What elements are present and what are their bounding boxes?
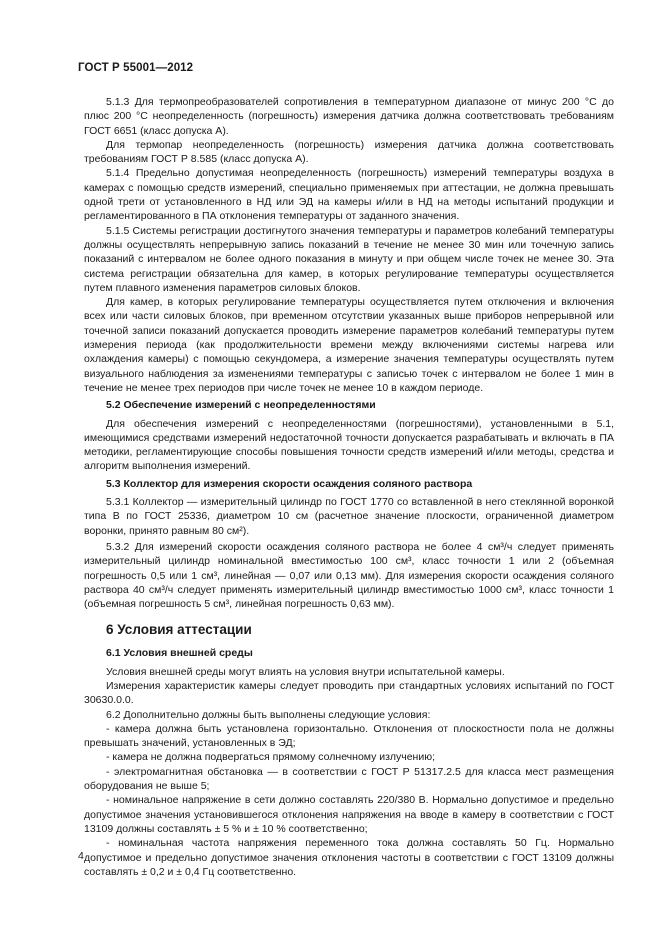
paragraph-5-2: Для обеспечения измерений с неопределенностями (погрешностями), установленными в 5.1, имеющимися средствами измерений недостаточной точности допускается разрабатывать и включать в ПА методики, регламентирующие способы повышения точности средств измерений и/или методы, средства и алгоритм выполнения измерений. [84,417,614,473]
paragraph-6-1-b: Измерения характеристик камеры следует проводить при стандартных условиях испытаний по ГОСТ 30630.0.0. [84,679,614,707]
paragraph-5-1-5: 5.1.5 Системы регистрации достигнутого значения температуры и параметров колебаний температуры должны осуществлять непрерывную запись показаний в течение не менее 30 мин или точечную запись показаний с интервалом не более одного показания в минуту и при общем числе точек не менее 30. Эта система регистрации обязательна для камер, в которых регулирование температуры осуществляется путем плавного изменения параметров силовых блоков. [84,224,614,294]
document-body [84,95,614,879]
page-number: 4 [78,850,84,862]
paragraph-5-3-1: 5.3.1 Коллектор — измерительный цилиндр по ГОСТ 1770 со вставленной в него стеклянной воронкой типа В по ГОСТ 25336, диаметром 10 см (расчетное значение плоскости, ограниченной диаметром воронки, принято равным 80 см²). [84,496,614,537]
section-heading-6: 6 Условия аттестации [106,622,252,638]
list-item-sunlight: - камера не должна подвергаться прямому солнечному излучению; [106,751,435,764]
list-item-voltage: - номинальное напряжение в сети должно составлять 220/380 В. Нормально допустимое и предельно допустимое значения установившегося отклонения напряжения на вводе в камеру в соответствии с ГОСТ 13109 должны составлять ± 5 % и ± 10 % соответственно; [84,794,614,835]
list-item-emc: - электромагнитная обстановка — в соответствии с ГОСТ Р 51317.2.5 для класса мест размещения оборудования не выше 5; [84,765,614,793]
list-item-horizontal: - камера должна быть установлена горизонтально. Отклонения от плоскостности пола не должны превышать значений, установленных в ЭД; [84,722,614,750]
heading-6-1: 6.1 Условия внешней среды [106,647,253,660]
paragraph-5-1-4: 5.1.4 Предельно допустимая неопределенность (погрешность) измерений температуры воздуха в камерах с помощью средств измерений, специально применяемых при аттестации, не должна превышать одной трети от установленного в НД или ЭД на камеры и/или в НД на методы испытаний продукции и регламентированного в ПА отклонения температуры от заданного значения. [84,167,614,223]
list-item-frequency: - номинальная частота напряжения переменного тока должна составлять 50 Гц. Нормально допустимое и предельно допустимое значения отклонения частоты в соответствии с ГОСТ 13109 должны составлять ± 0,2 и ± 0,4 Гц соответственно. [84,837,614,878]
paragraph-6-1-a: Условия внешней среды могут влиять на условия внутри испытательной камеры. [106,665,505,678]
paragraph-5-1-3: 5.1.3 Для термопреобразователей сопротивления в температурном диапазоне от минус 200 °С до плюс 200 °С неопределенность (погрешность) измерения датчика должна соответствовать требованиям ГОСТ 6651 (класс допуска А). [84,96,614,137]
heading-5-2: 5.2 Обеспечение измерений с неопределенностями [106,399,376,412]
heading-5-3: 5.3 Коллектор для измерения скорости осаждения соляного раствора [106,477,473,490]
paragraph-5-1-5-cont: Для камер, в которых регулирование температуры осуществляется путем отключения и включения всех или части силовых блоков, при временном отсутствии указанных выше приборов непрерывной или точечной записи показаний допускается проводить измерение параметров колебаний температуры путем измерения периода (как продолжительности времени между включениями системы нагрева или охлаждения камеры) с помощью секундомера, а измерение значения температуры осуществлять путем визуального наблюдения за изменениями температуры с записью точек с интервалом не более 1 мин в течение не менее трех периодов при числе точек не менее 10 в каждом периоде. [84,296,614,394]
paragraph-5-3-2: 5.3.2 Для измерений скорости осаждения соляного раствора не более 4 см³/ч следует применять измерительный цилиндр номинальной вместимостью 100 см³, класс точности 1 или 2 (объемная погрешность 0,5 или 1 см³, линейная — 0,07 или 0,13 мм). Для измерения скорости осаждения соляного раствора 40 см³/ч следует применять измерительный цилиндр вместимостью 1000 см³, класс точности 1 (объемная погрешность 5 см³, линейная погрешность 0,63 мм). [84,540,614,611]
paragraph-5-1-3-thermocouples: Для термопар неопределенность (погрешность) измерения датчика должна соответствовать требованиям ГОСТ Р 8.585 (класс допуска А). [84,138,614,166]
paragraph-6-2: 6.2 Дополнительно должны быть выполнены следующие условия: [106,708,431,721]
document-header: ГОСТ Р 55001—2012 [78,62,194,74]
